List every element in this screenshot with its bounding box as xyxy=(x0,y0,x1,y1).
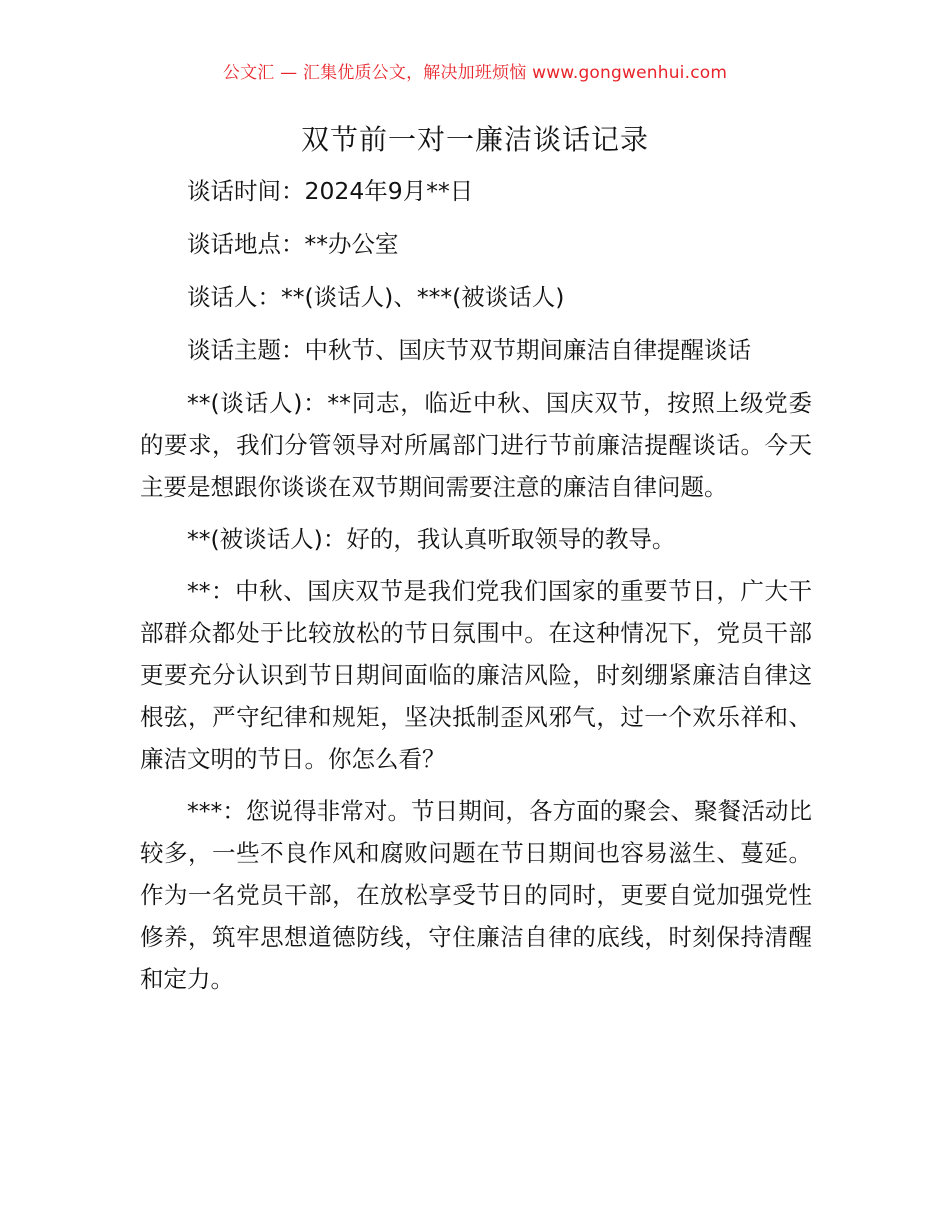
meta-participants: 谈话人：**(谈话人)、***(被谈话人) xyxy=(187,283,565,311)
paragraph-1: **(谈话人)：**同志，临近中秋、国庆双节，按照上级党委的要求，我们分管领导对所属部门进行节前廉洁提醒谈话。今天主要是想跟你谈谈在双节期间需要注意的廉洁自律问题。 xyxy=(140,389,812,501)
paragraph-4: ***：您说得非常对。节日期间，各方面的聚会、聚餐活动比较多，一些不良作风和腐败问题在节日期间也容易滋生、蔓延。作为一名党员干部，在放松享受节日的同时，更要自觉加强党性修养，筑牢思想道德防线，守住廉洁自律的底线，时刻保持清醒和定力。 xyxy=(140,797,812,993)
meta-location: 谈话地点：**办公室 xyxy=(187,230,399,258)
paragraph-3: **：中秋、国庆双节是我们党我们国家的重要节日，广大干部群众都处于比较放松的节日氛围中。在这种情况下，党员干部更要充分认识到节日期间面临的廉洁风险，时刻绷紧廉洁自律这根弦，严守纪律和规矩，坚决抵制歪风邪气，过一个欢乐祥和、廉洁文明的节日。你怎么看？ xyxy=(140,577,812,773)
document-title: 双节前一对一廉洁谈话记录 xyxy=(300,123,649,156)
meta-topic: 谈话主题：中秋节、国庆节双节期间廉洁自律提醒谈话 xyxy=(187,336,751,364)
site-banner: 公文汇 — 汇集优质公文，解决加班烦恼 www.gongwenhui.com xyxy=(222,63,728,83)
paragraph-2: **(被谈话人)：好的，我认真听取领导的教导。 xyxy=(187,525,676,553)
meta-time: 谈话时间：2024年9月**日 xyxy=(187,177,474,205)
document-body xyxy=(140,170,812,1010)
